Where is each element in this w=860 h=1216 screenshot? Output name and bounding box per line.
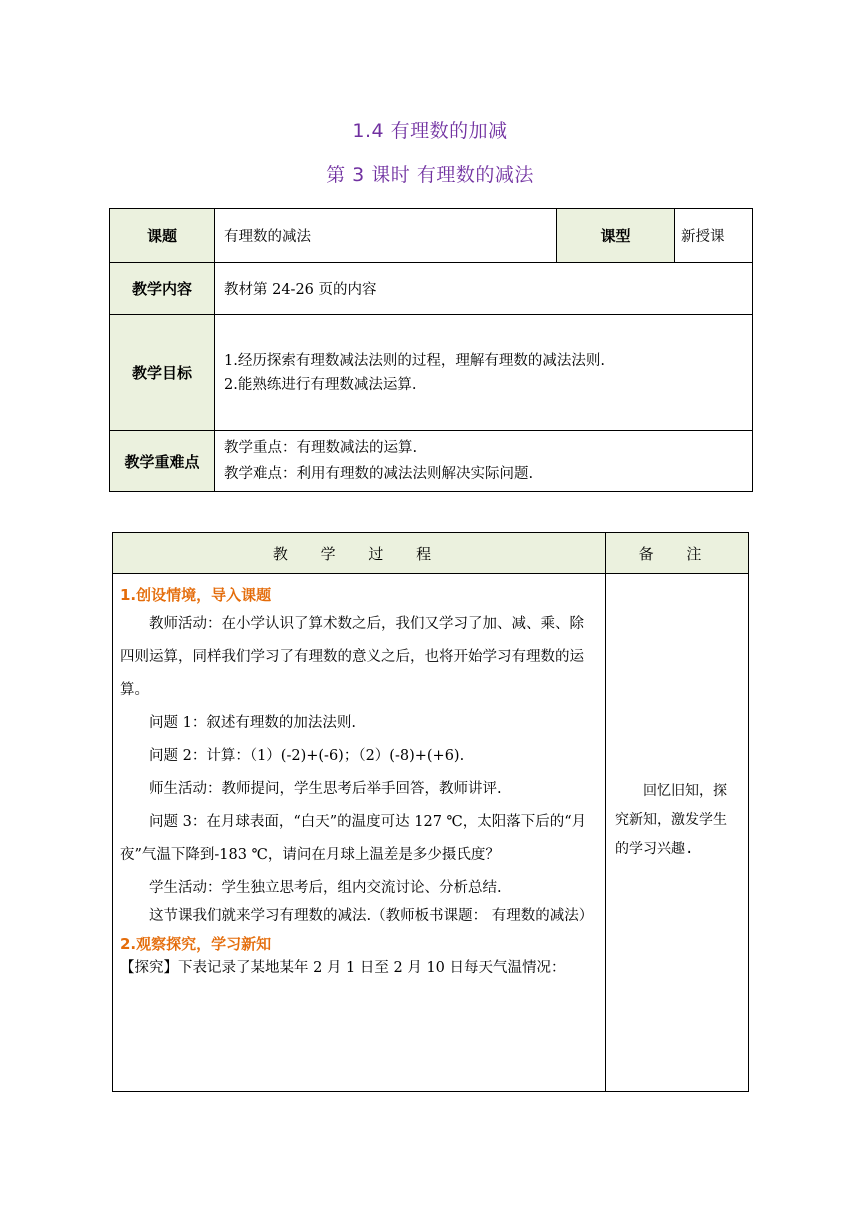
topic-value: 有理数的减法 — [215, 209, 557, 263]
process-table — [112, 532, 749, 1092]
keypoint-item: 教学难点：利用有理数的减法法则解决实际问题. — [224, 466, 534, 482]
topic-label: 课题 — [110, 209, 215, 263]
type-label: 课型 — [557, 209, 675, 263]
goals-label: 教学目标 — [110, 315, 215, 431]
keypoints-cell — [215, 431, 753, 492]
content-label: 教学内容 — [110, 263, 215, 315]
process-body — [113, 574, 606, 1092]
keypoints-label: 教学重难点 — [110, 431, 215, 492]
page-title: 1.4 有理数的加减 — [352, 120, 508, 142]
page-subtitle: 第 3 课时 有理数的减法 — [326, 164, 534, 186]
notes-header: 备 注 — [606, 533, 749, 574]
paragraph: 这节课我们就来学习有理数的减法.（教师板书课题： 有理数的减法） — [149, 908, 594, 924]
type-value: 新授课 — [675, 209, 753, 263]
paragraph: 学生活动：学生独立思考后，组内交流讨论、分析总结. — [149, 880, 502, 896]
paragraph: 师生活动：教师提问，学生思考后举手回答，教师讲评. — [149, 781, 502, 797]
keypoint-item: 教学重点：有理数减法的运算. — [224, 440, 418, 456]
content-value: 教材第 24-26 页的内容 — [215, 263, 753, 315]
paragraph: 教师活动：在小学认识了算术数之后，我们又学习了加、减、乘、除四则运算，同样我们学习了有理数的意义之后，也将开始学习有理数的运算。 — [120, 616, 584, 698]
goals-cell — [215, 315, 753, 431]
goal-item: 1.经历探索有理数减法法则的过程，理解有理数的减法法则. — [224, 352, 605, 369]
section-1-title: 1.创设情境，导入课题 — [120, 586, 272, 604]
goal-item: 2.能熟练进行有理数减法运算. — [224, 376, 417, 393]
note-text: 回忆旧知，探究新知，激发学生的学习兴趣. — [615, 783, 727, 857]
paragraph: 问题 1：叙述有理数的加法法则. — [149, 715, 356, 731]
info-table — [109, 208, 753, 492]
process-header: 教 学 过 程 — [113, 533, 606, 574]
section-2-title: 2.观察探究，学习新知 — [120, 935, 272, 953]
note-cell — [606, 574, 749, 1092]
paragraph: 【探究】下表记录了某地某年 2 月 1 日至 2 月 10 日每天气温情况： — [120, 960, 566, 976]
paragraph: 问题 3：在月球表面，“白天”的温度可达 127 ℃，太阳落下后的“月夜”气温下降到-183 ℃，请问在月球上温差是多少摄氏度？ — [120, 814, 587, 863]
paragraph: 问题 2：计算：（1）(-2)+(-6)；（2）(-8)+(+6). — [149, 748, 465, 764]
